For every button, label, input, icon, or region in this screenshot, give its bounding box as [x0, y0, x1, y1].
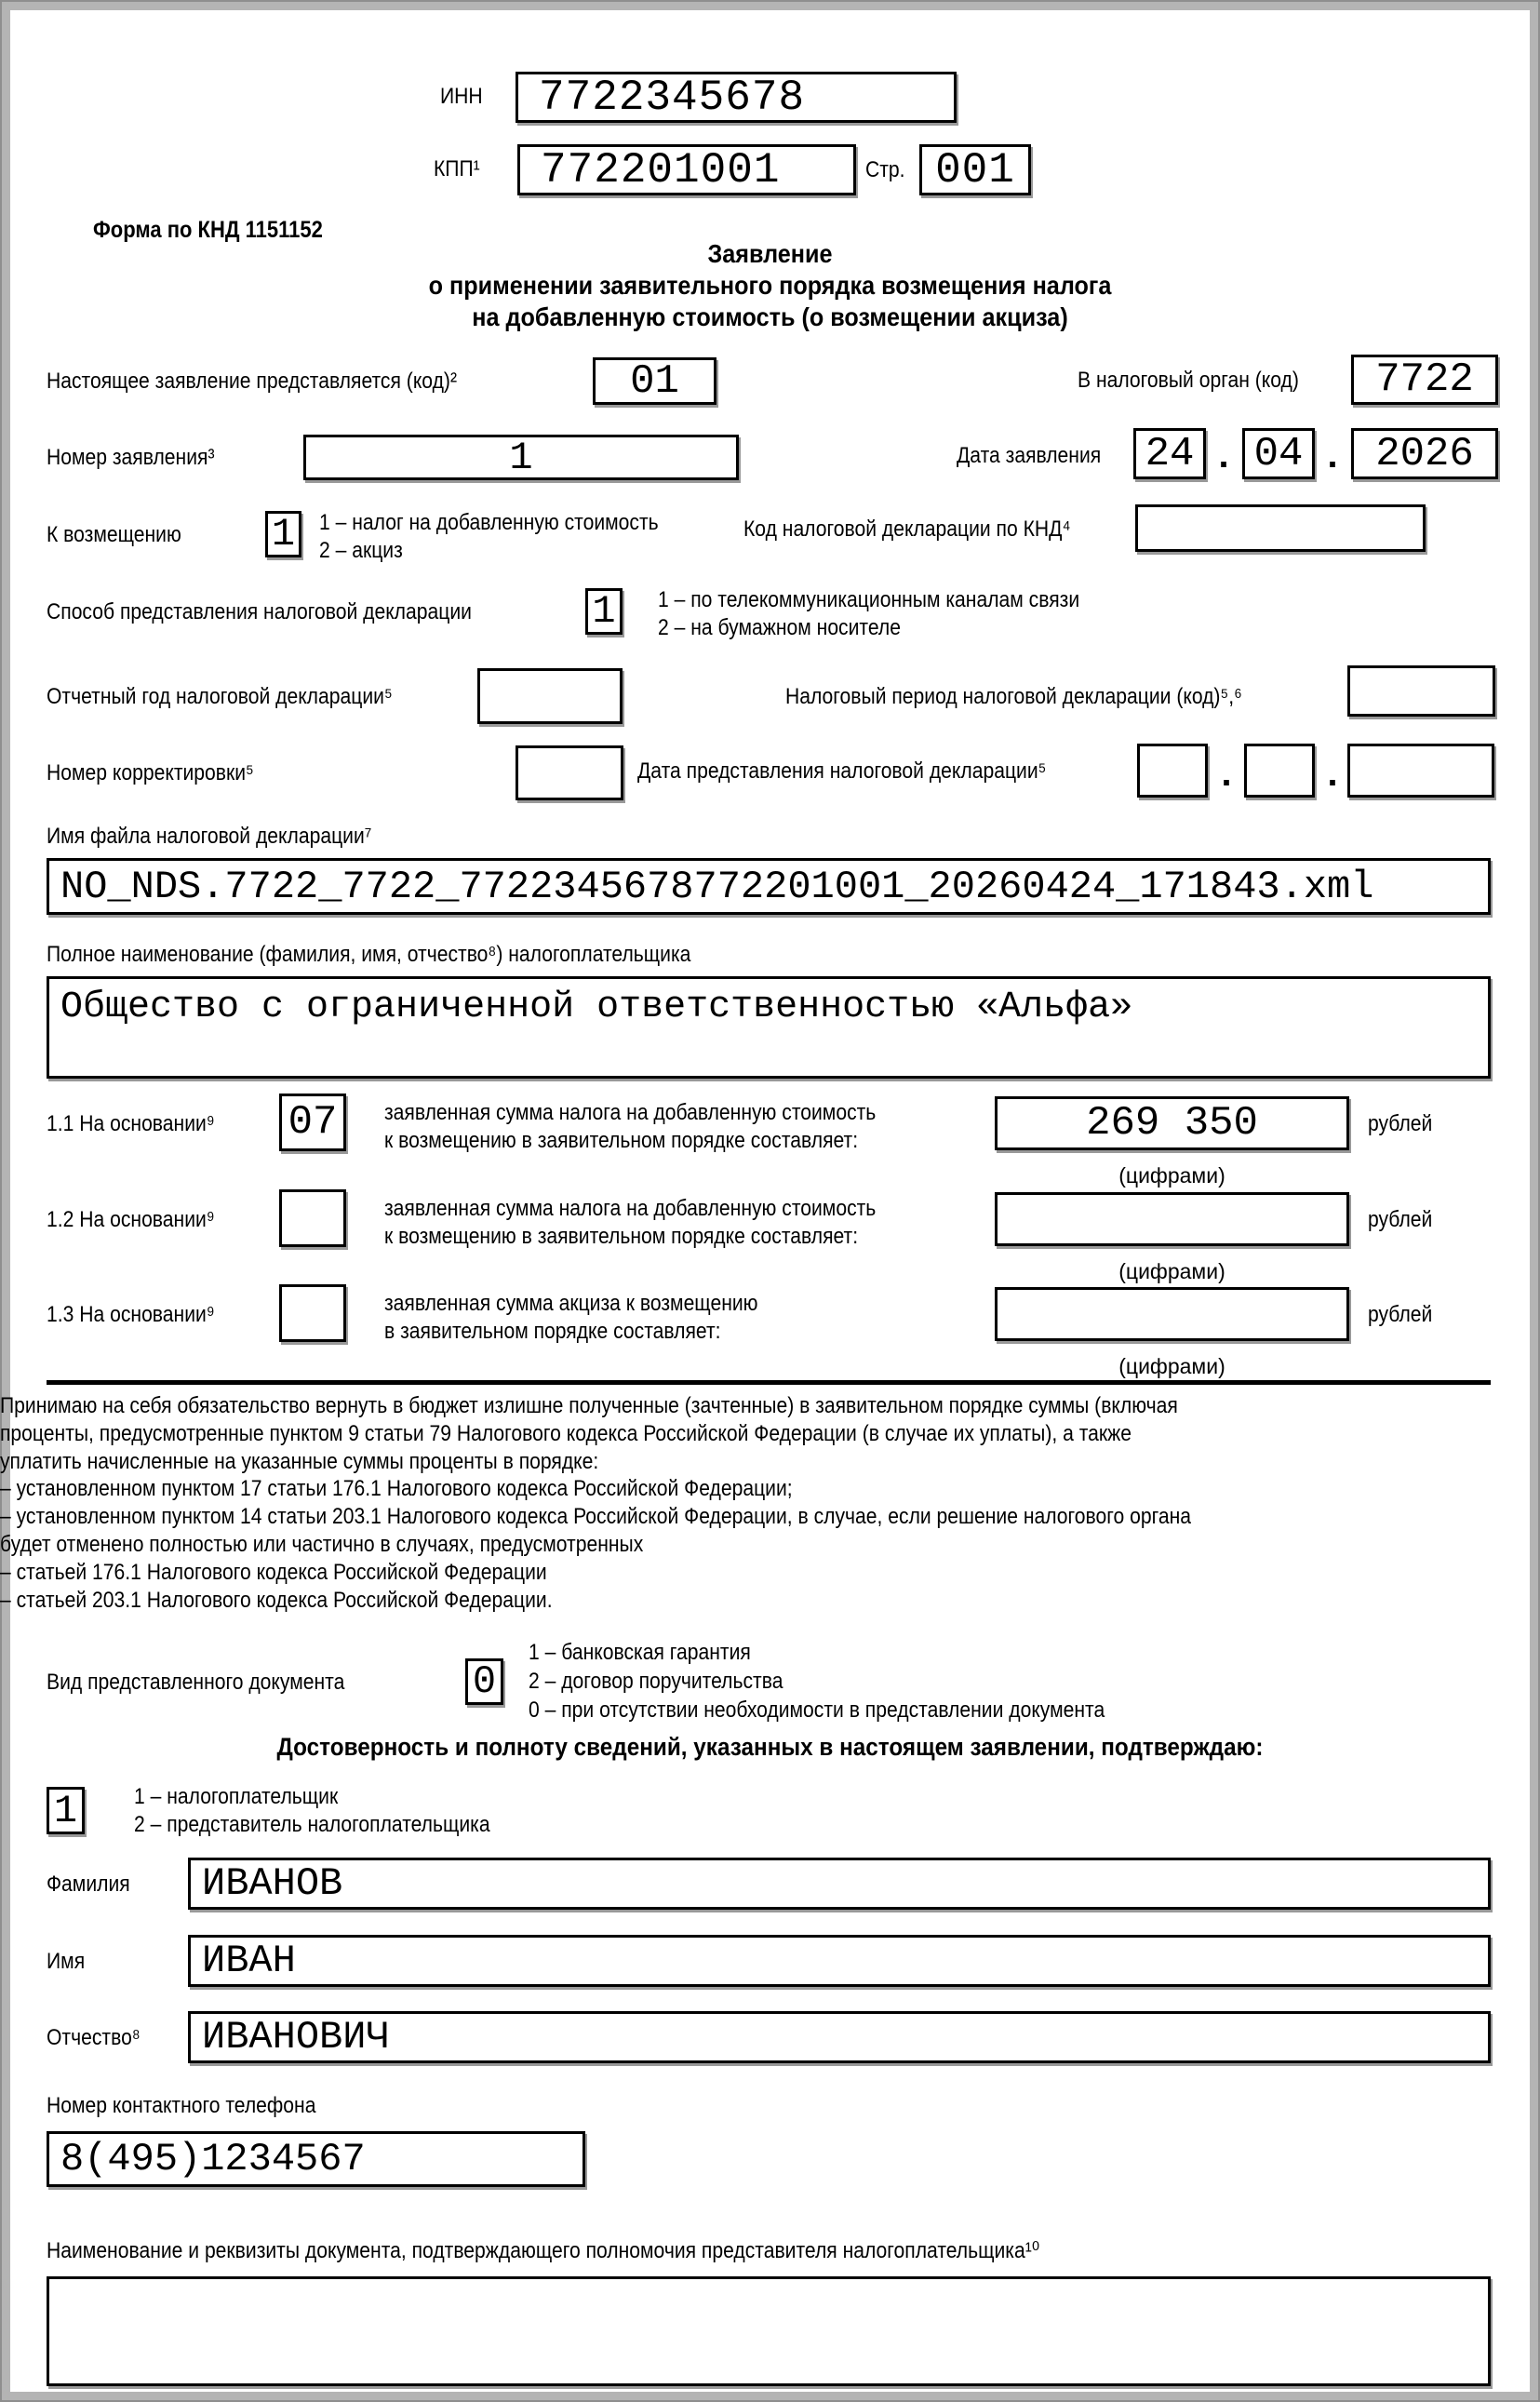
kpp-label: КПП¹ [434, 156, 480, 181]
claim-1-basis-value: 07 [288, 1099, 338, 1146]
application-date-month-field[interactable] [1242, 428, 1315, 479]
document-type-checkbox[interactable] [465, 1658, 503, 1705]
document-type-label: Вид представленного документа [47, 1670, 345, 1695]
obligation-line: Принимаю на себя обязательство вернуть в бюджет излишне полученные (зачтенные) в заявительном порядке суммы (включая [0, 1393, 1178, 1418]
application-date-day-field[interactable] [1133, 428, 1206, 479]
claim-1-currency: рублей [1368, 1111, 1433, 1136]
confirmation-value: 1 [53, 1788, 78, 1833]
declaration-date-day-field[interactable] [1137, 744, 1208, 798]
patronymic-value: ИВАНОВИЧ [202, 2015, 390, 2060]
page-number-label: Стр. [865, 157, 905, 182]
obligation-line: – статьей 176.1 Налогового кодекса Российской Федерации [0, 1559, 547, 1585]
phone-label: Номер контактного телефона [47, 2093, 316, 2118]
taxpayer-name-value: Общество с ограниченной ответственностью «Альфа» [60, 986, 1133, 1028]
claim-desc-line: заявленная сумма акциза к возмещению [384, 1291, 758, 1316]
inn-field[interactable] [516, 72, 957, 123]
knd-code-label: Код налоговой декларации по КНД⁴ [743, 517, 1071, 542]
authority-document-label: Наименование и реквизиты документа, подтверждающего полномочия представителя налогоплательщика¹⁰ [47, 2238, 1040, 2263]
reporting-year-label: Отчетный год налоговой декларации⁵ [47, 684, 393, 709]
claim-2-amount-field[interactable] [995, 1192, 1349, 1246]
obligation-line: уплатить начисленные на указанные суммы проценты в порядке: [0, 1448, 599, 1474]
claim-3-basis-field[interactable] [279, 1284, 346, 1342]
option-item: 1 – банковская гарантия [529, 1640, 751, 1665]
tax-authority-field[interactable] [1351, 355, 1498, 405]
claim-3-description [384, 1290, 758, 1346]
knd-code-field[interactable] [1135, 504, 1426, 552]
application-date-month: 04 [1253, 430, 1304, 477]
option-item: 0 – при отсутствии необходимости в представлении документа [529, 1698, 1105, 1723]
form-code: Форма по КНД 1151152 [93, 217, 323, 243]
submission-code-field[interactable] [593, 357, 716, 405]
claim-1-amount-value: 269 350 [1086, 1100, 1258, 1147]
correction-number-field[interactable] [516, 745, 623, 800]
document-type-options [529, 1638, 1105, 1724]
inn-label: ИНН [440, 84, 483, 109]
application-date-year: 2026 [1375, 430, 1474, 477]
surname-value: ИВАНОВ [202, 1861, 343, 1906]
date-separator: . [1321, 437, 1345, 479]
declaration-date-label: Дата представления налоговой декларации⁵ [637, 758, 1047, 784]
form-title-line3: на добавленную стоимость (о возмещении акциза) [472, 302, 1068, 331]
tax-authority-label: В налоговый орган (код) [1078, 368, 1299, 393]
option-item: 2 – на бумажном носителе [658, 615, 901, 640]
obligation-line: будет отменено полностью или частично в случаях, предусмотренных [0, 1531, 644, 1557]
file-name-value: NO_NDS.7722_7722_7722345678772201001_20260424_171843.xml [60, 864, 1374, 909]
claim-desc-line: к возмещению в заявительном порядке составляет: [384, 1224, 859, 1249]
claim-desc-line: к возмещению в заявительном порядке составляет: [384, 1128, 859, 1153]
name-field[interactable] [188, 1935, 1491, 1987]
option-item: 1 – налог на добавленную стоимость [319, 510, 659, 535]
claim-3-note: (цифрами) [1118, 1354, 1225, 1378]
confirmation-heading: Достоверность и полноту сведений, указанных в настоящем заявлении, подтверждаю: [276, 1733, 1264, 1761]
phone-value: 8(495)1234567 [60, 2137, 366, 2181]
declaration-date-month-field[interactable] [1244, 744, 1315, 798]
inn-value: 7722345678 [539, 73, 806, 122]
method-label: Способ представления налоговой декларации [47, 599, 472, 624]
submission-code-label: Настоящее заявление представляется (код)² [47, 369, 457, 394]
method-value: 1 [592, 589, 616, 634]
claim-3-label: 1.3 На основании⁹ [47, 1302, 215, 1327]
document-type-value: 0 [472, 1659, 497, 1704]
claim-1-amount-field[interactable] [995, 1096, 1349, 1150]
patronymic-label: Отчество⁸ [47, 2025, 141, 2050]
page-number-field[interactable] [919, 144, 1031, 195]
taxpayer-name-field[interactable] [47, 976, 1491, 1079]
obligation-text [0, 1392, 1191, 1614]
option-item: 2 – договор поручительства [529, 1669, 783, 1694]
submission-code-value: 01 [630, 357, 679, 405]
file-name-field[interactable] [47, 858, 1491, 915]
application-number-field[interactable] [303, 435, 739, 480]
claim-desc-line: заявленная сумма налога на добавленную стоимость [384, 1196, 877, 1221]
confirmation-checkbox[interactable] [47, 1787, 85, 1834]
obligation-line: – установленном пунктом 14 статьи 203.1 Налогового кодекса Российской Федерации, в случае, если решение налогового органа [0, 1504, 1191, 1530]
claim-2-currency: рублей [1368, 1207, 1433, 1232]
claim-1-label: 1.1 На основании⁹ [47, 1111, 215, 1136]
name-value: ИВАН [202, 1939, 296, 1983]
application-date-label: Дата заявления [957, 443, 1102, 468]
claim-desc-line: заявленная сумма налога на добавленную стоимость [384, 1100, 877, 1125]
form-title-line2: о применении заявительного порядка возмещения налога [428, 271, 1112, 300]
option-item: 2 – представитель налогоплательщика [134, 1812, 490, 1837]
application-date-year-field[interactable] [1351, 428, 1498, 479]
authority-document-field[interactable] [47, 2276, 1491, 2386]
page-number-value: 001 [935, 145, 1015, 195]
reimbursement-checkbox[interactable] [265, 511, 301, 557]
obligation-line: проценты, предусмотренные пунктом 9 статьи 79 Налогового кодекса Российской Федерации (в случае их уплаты), а также [0, 1420, 1132, 1446]
surname-label: Фамилия [47, 1872, 130, 1897]
application-date-day: 24 [1145, 430, 1195, 477]
confirmation-options [134, 1783, 490, 1839]
declaration-date-year-field[interactable] [1347, 744, 1494, 798]
section-divider [47, 1380, 1491, 1385]
reporting-year-field[interactable] [477, 668, 623, 724]
claim-2-description [384, 1195, 876, 1251]
reimbursement-value: 1 [271, 512, 296, 557]
kpp-value: 772201001 [541, 145, 781, 195]
claim-desc-line: в заявительном порядке составляет: [384, 1319, 721, 1344]
method-checkbox[interactable] [585, 588, 623, 635]
claim-1-basis-field[interactable] [279, 1094, 346, 1151]
application-number-label: Номер заявления³ [47, 445, 215, 470]
method-options [658, 586, 1079, 642]
claim-3-amount-field[interactable] [995, 1287, 1349, 1341]
claim-2-note: (цифрами) [1118, 1259, 1225, 1283]
option-item: 1 – по телекоммуникационным каналам связи [658, 587, 1080, 612]
reimbursement-label: К возмещению [47, 522, 181, 547]
taxpayer-name-label: Полное наименование (фамилия, имя, отчество⁸) налогоплательщика [47, 942, 691, 967]
obligation-line: – установленном пунктом 17 статьи 176.1 Налогового кодекса Российской Федерации; [0, 1476, 793, 1502]
correction-number-label: Номер корректировки⁵ [47, 760, 254, 785]
option-item: 1 – налогоплательщик [134, 1784, 339, 1809]
option-item: 2 – акциз [319, 538, 403, 563]
name-label: Имя [47, 1949, 86, 1974]
file-name-label: Имя файла налоговой декларации⁷ [47, 824, 372, 849]
tax-period-field[interactable] [1347, 665, 1495, 717]
application-number-value: 1 [509, 435, 533, 480]
surname-field[interactable] [188, 1858, 1491, 1910]
tax-period-label: Налоговый период налоговой декларации (код)⁵,⁶ [785, 684, 1242, 709]
date-separator: . [1215, 756, 1239, 798]
obligation-line: – статьей 203.1 Налогового кодекса Российской Федерации. [0, 1587, 553, 1613]
phone-field[interactable] [47, 2131, 585, 2187]
tax-authority-value: 7722 [1375, 356, 1474, 403]
claim-2-basis-field[interactable] [279, 1189, 346, 1247]
form-title-line1: Заявление [707, 239, 833, 268]
patronymic-field[interactable] [188, 2011, 1491, 2063]
claim-1-description [384, 1099, 876, 1155]
claim-2-label: 1.2 На основании⁹ [47, 1207, 215, 1232]
date-separator: . [1212, 437, 1236, 479]
claim-3-currency: рублей [1368, 1302, 1433, 1327]
kpp-field[interactable] [517, 144, 856, 195]
claim-1-note: (цифрами) [1118, 1163, 1225, 1188]
reimbursement-options [319, 509, 659, 565]
date-separator: . [1321, 756, 1345, 798]
